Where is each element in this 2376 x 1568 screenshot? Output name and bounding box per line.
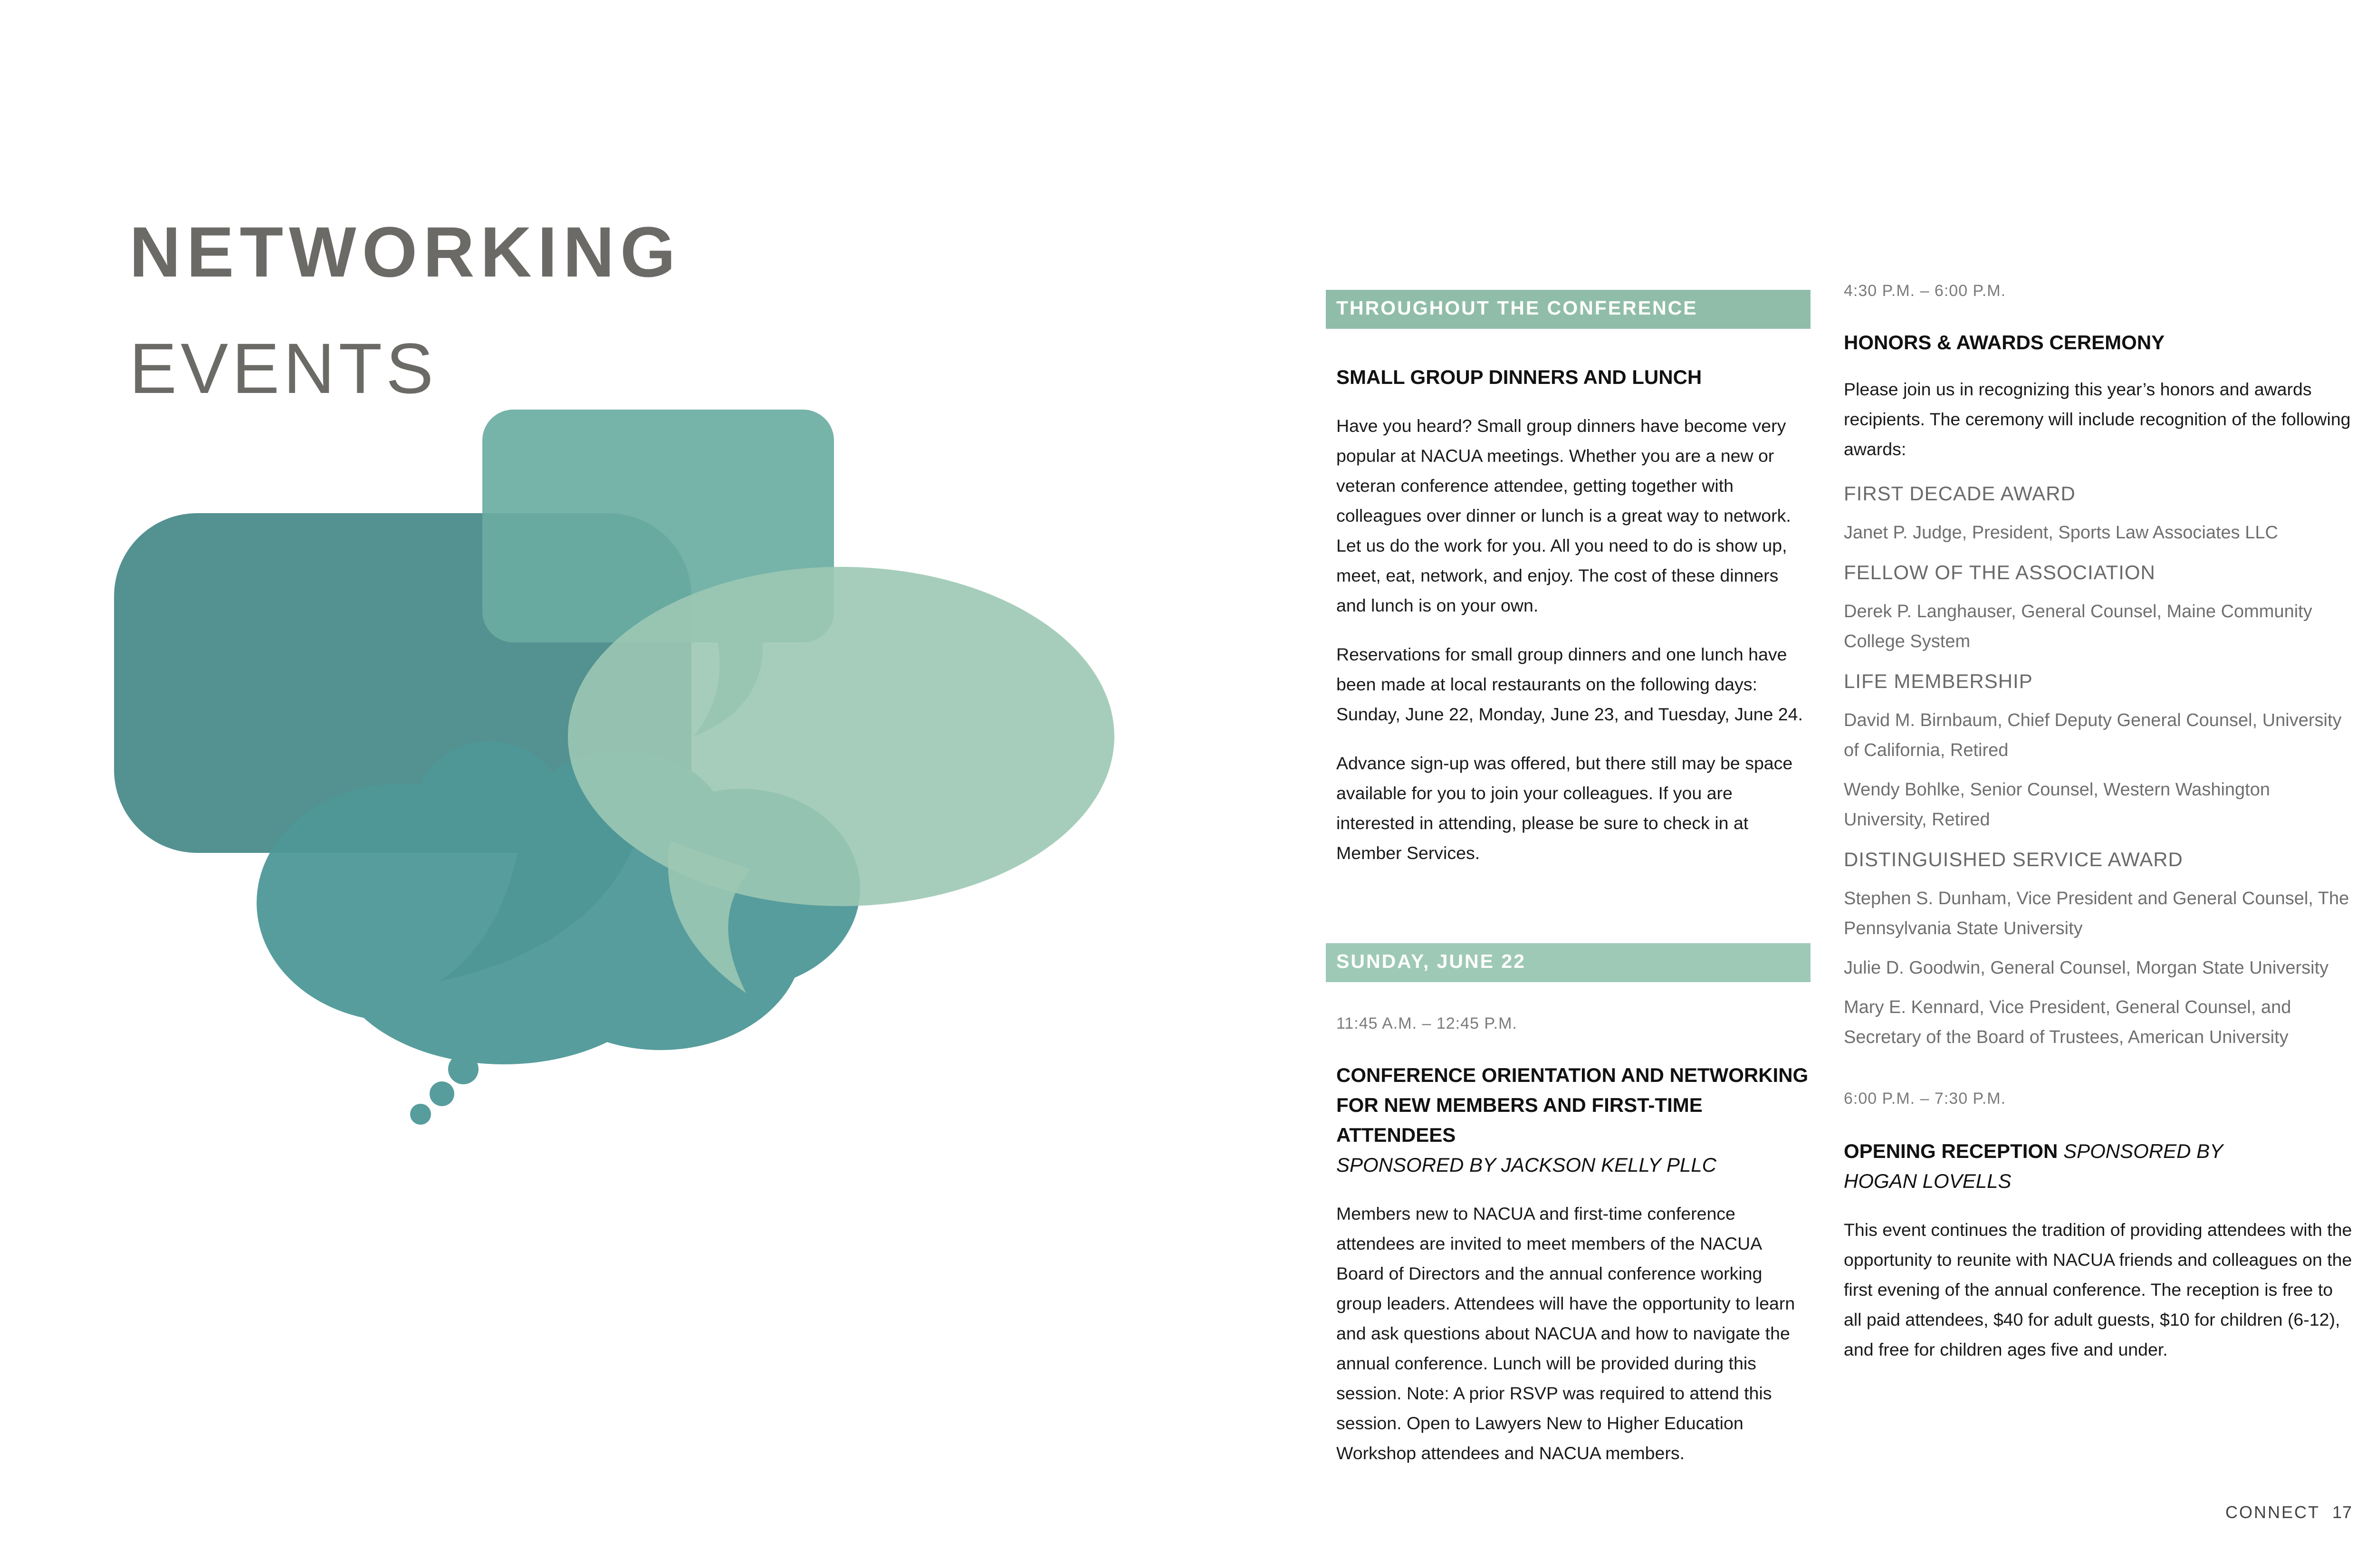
award-recipient: Julie D. Goodwin, General Counsel, Morgan State University [1844, 958, 2329, 978]
page-title-line1: NETWORKING [129, 212, 681, 292]
section-header-sunday: SUNDAY, JUNE 22 [1326, 943, 1811, 982]
award-name: FELLOW OF THE ASSOCIATION [1844, 561, 2156, 583]
event-title-honors: HONORS & AWARDS CEREMONY [1844, 331, 2165, 354]
award-recipient: Wendy Bohlke, Senior Counsel, Western Washington University, Retired [1844, 780, 2270, 830]
event-title-reception [1844, 1136, 2352, 1166]
award-recipient: Mary E. Kennard, Vice President, General Counsel, and Secretary of the Board of Trustees, American University [1844, 997, 2291, 1047]
section-header-throughout: THROUGHOUT THE CONFERENCE [1326, 290, 1811, 329]
award-recipient: Stephen S. Dunham, Vice President and General Counsel, The Pennsylvania State University [1844, 889, 2349, 938]
speech-bubbles-illustration [109, 404, 1117, 1126]
page-title-line2: EVENTS [129, 328, 438, 408]
paragraph-small-group-1: Have you heard? Small group dinners have become very popular at NACUA meetings. Whether you are a new or veteran conference attendee, getting together with colleagues over dinner or lunch is a great way to network. Let us do the work for you. All you need to do is show up, meet, eat, network, and enjoy. The cost of these dinners and lunch is on your own. [1336, 416, 1791, 615]
event-title-small-group: SMALL GROUP DINNERS AND LUNCH [1336, 366, 1702, 388]
award-name: FIRST DECADE AWARD [1844, 482, 2076, 505]
sponsor-reception-line2: HOGAN LOVELLS [1844, 1170, 2012, 1192]
time-honors: 4:30 P.M. – 6:00 P.M. [1844, 282, 2006, 300]
award-recipient: Janet P. Judge, President, Sports Law Associates LLC [1844, 523, 2278, 543]
right-column [1844, 283, 2352, 1365]
time-reception: 6:00 P.M. – 7:30 P.M. [1844, 1090, 2006, 1108]
award-name: LIFE MEMBERSHIP [1844, 670, 2033, 692]
time-orientation: 11:45 A.M. – 12:45 P.M. [1336, 1014, 1517, 1033]
award-recipient: Derek P. Langhauser, General Counsel, Maine Community College System [1844, 602, 2312, 651]
event-title-orientation-line1: CONFERENCE ORIENTATION AND NETWORKING [1336, 1064, 1809, 1086]
sponsor-orientation: SPONSORED BY JACKSON KELLY PLLC [1336, 1154, 1716, 1176]
award-name: DISTINGUISHED SERVICE AWARD [1844, 848, 2183, 870]
event-title-orientation-line2: FOR NEW MEMBERS AND FIRST-TIME ATTENDEES [1336, 1094, 1703, 1146]
page-number: 17 [2332, 1502, 2352, 1522]
event-title-reception-label: OPENING RECEPTION [1844, 1140, 2058, 1162]
paragraph-small-group-2: Reservations for small group dinners and one lunch have been made at local restaurants on the following days: Sunday, June 22, Monday, June 23, and Tuesday, June 24. [1336, 644, 1803, 724]
paragraph-small-group-3: Advance sign-up was offered, but there still may be space available for you to join your colleagues. If you are interested in attending, please be sure to check in at Member Services. [1336, 753, 1793, 863]
paragraph-reception: This event continues the tradition of providing attendees with the opportunity to reunite with NACUA friends and colleagues on the first evening of the annual conference. The reception is free to all paid attendees, $40 for adult guests, $10 for children (6-12), and free for children ages five and under. [1844, 1220, 2352, 1359]
left-column [1326, 290, 1811, 1468]
footer-section: CONNECT [2225, 1502, 2320, 1522]
paragraph-orientation: Members new to NACUA and first-time conference attendees are invited to meet members of the NACUA Board of Directors and the annual conference working group leaders. Attendees will have the opportunity to learn and ask questions about NACUA and how to navigate the annual conference. Lunch will be provided during this session. Note: A prior RSVP was required to attend this session. Open to Lawyers New to Higher Education Workshop attendees and NACUA members. [1336, 1204, 1795, 1463]
sponsor-reception-line1: SPONSORED BY [2063, 1140, 2223, 1162]
award-recipient: David M. Birnbaum, Chief Deputy General Counsel, University of California, Retired [1844, 710, 2342, 760]
page-footer [2225, 1502, 2352, 1522]
award-list [1844, 478, 2352, 1052]
paragraph-honors: Please join us in recognizing this year’s honors and awards recipients. The ceremony will include recognition of the following awards: [1844, 379, 2351, 459]
